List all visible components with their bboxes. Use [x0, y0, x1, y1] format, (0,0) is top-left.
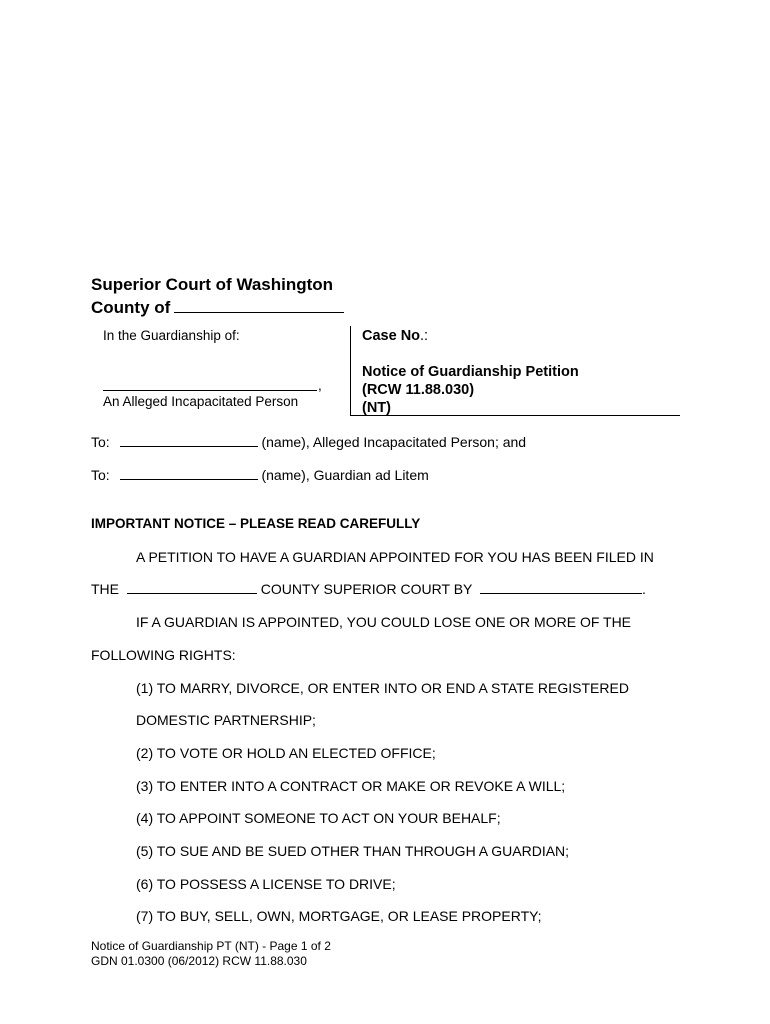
notice-heading: IMPORTANT NOTICE – PLEASE READ CAREFULLY [91, 516, 421, 531]
para2-line2: FOLLOWING RIGHTS: [91, 647, 236, 663]
right-item: (1) TO MARRY, DIVORCE, OR ENTER INTO OR END A STATE REGISTERED [136, 680, 629, 696]
case-no-label: Case No [362, 328, 421, 344]
caption-divider-vertical [350, 326, 351, 416]
right-item: (4) TO APPOINT SOMEONE TO ACT ON YOUR BEHALF; [136, 810, 501, 826]
right-item: (7) TO BUY, SELL, OWN, MORTGAGE, OR LEASE PROPERTY; [136, 908, 542, 924]
court-name: Superior Court of Washington [91, 275, 334, 294]
county-label: County of [91, 298, 171, 317]
person-name-line[interactable] [103, 390, 317, 391]
alleged-person-label: An Alleged Incapacitated Person [103, 394, 299, 409]
right-item: (3) TO ENTER INTO A CONTRACT OR MAKE OR REVOKE A WILL; [136, 778, 566, 794]
para1-line1: A PETITION TO HAVE A GUARDIAN APPOINTED FOR YOU HAS BEEN FILED IN [136, 549, 654, 565]
county-name-blank[interactable] [127, 581, 257, 594]
county-blank[interactable] [174, 296, 344, 313]
para1-line2 [91, 581, 646, 597]
doc-title-line1: Notice of Guardianship Petition [362, 364, 579, 380]
to-line-2 [91, 467, 429, 483]
footer-line2: GDN 01.0300 (06/2012) RCW 11.88.030 [91, 954, 307, 968]
petitioner-blank[interactable] [480, 581, 642, 594]
para1-period: . [642, 581, 646, 597]
para2-line1: IF A GUARDIAN IS APPOINTED, YOU COULD LOSE ONE OR MORE OF THE [136, 614, 632, 630]
case-no-punct: .: [420, 328, 429, 344]
to-line-1 [91, 434, 526, 450]
name-comma: , [318, 378, 322, 393]
right-item: (5) TO SUE AND BE SUED OTHER THAN THROUGH A GUARDIAN; [136, 843, 570, 859]
doc-title-line2: (RCW 11.88.030) [362, 382, 475, 398]
in-guardianship-of: In the Guardianship of: [103, 328, 240, 343]
case-no [362, 328, 428, 344]
para1-court-by: COUNTY SUPERIOR COURT BY [260, 581, 473, 597]
para1-the: THE [91, 581, 119, 597]
doc-title-line3: (NT) [362, 400, 391, 416]
to-prefix: To: [91, 434, 110, 450]
to-name-blank[interactable] [120, 434, 258, 447]
caption-divider-horizontal [350, 415, 680, 416]
right-item: (2) TO VOTE OR HOLD AN ELECTED OFFICE; [136, 745, 436, 761]
footer-line1: Notice of Guardianship PT (NT) - Page 1 of 2 [91, 939, 331, 953]
to-suffix: (name), Guardian ad Litem [261, 467, 429, 483]
to-suffix: (name), Alleged Incapacitated Person; and [261, 434, 527, 450]
to-name-blank[interactable] [120, 467, 258, 480]
right-item: (6) TO POSSESS A LICENSE TO DRIVE; [136, 876, 396, 892]
county-line [91, 296, 344, 318]
to-prefix: To: [91, 467, 110, 483]
right-item: DOMESTIC PARTNERSHIP; [136, 712, 316, 728]
